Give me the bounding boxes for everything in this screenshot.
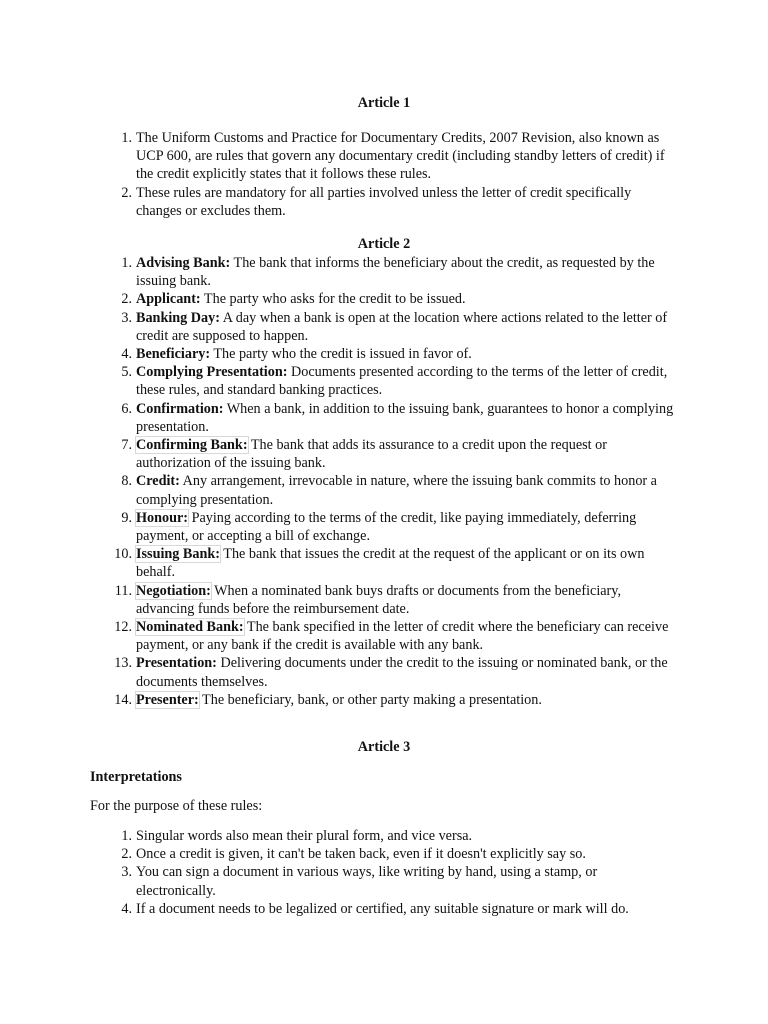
definition-item: 8. Credit: Any arrangement, irrevocable in nature, where the issuing bank commits to honor a complying presentation. [121, 473, 657, 508]
definition-text: The party who asks for the credit to be issued. [200, 291, 466, 308]
definition-term: Complying Presentation: [136, 364, 288, 381]
definition-text: The bank that issues the credit at the request of the applicant or on its own behalf. [136, 546, 645, 581]
definition-text: The party who the credit is issued in favor of. [210, 346, 472, 363]
definition-text: Delivering documents under the credit to the issuing or nominated bank, or the documents themselves. [136, 655, 668, 690]
definition-item: 2. Applicant: The party who asks for the credit to be issued. [121, 291, 466, 308]
list-item-text: The Uniform Customs and Practice for Documentary Credits, 2007 Revision, also known as UCP 600, are rules that govern any documentary credit (including standby letters of credit) if the credit explicitly states that it follows these rules. [136, 130, 665, 183]
list-item-text: If a document needs to be legalized or certified, any suitable signature or mark will do. [136, 900, 629, 917]
definition-term: Issuing Bank: [136, 546, 220, 563]
article-1-list [0, 129, 680, 220]
definition-item: 10. Issuing Bank: The bank that issues the credit at the request of the applicant or on its own behalf. [114, 546, 645, 581]
definition-item: 11. Negotiation: When a nominated bank buys drafts or documents from the beneficiary, advancing funds before the reimbursement date. [114, 582, 622, 617]
definition-term: Confirmation: [136, 400, 224, 417]
definition-term: Banking Day: [136, 309, 220, 326]
definition-text: The beneficiary, bank, or other party making a presentation. [198, 691, 542, 708]
list-item: 4. If a document needs to be legalized or certified, any suitable signature or mark will do. [121, 900, 629, 917]
definition-item: 13. Presentation: Delivering documents under the credit to the issuing or nominated bank, or the documents themselves. [114, 655, 668, 690]
definition-item: 6. Confirmation: When a bank, in addition to the issuing bank, guarantees to honor a complying presentation. [121, 400, 674, 435]
definition-item: 1. Advising Bank: The bank that informs the beneficiary about the credit, as requested by the issuing bank. [121, 255, 655, 290]
article-3-list [0, 827, 680, 918]
list-item-text: You can sign a document in various ways, like writing by hand, using a stamp, or electronically. [136, 864, 598, 899]
article-2-definitions-list [0, 254, 680, 709]
definition-item: 3. Banking Day: A day when a bank is open at the location where actions related to the letter of credit are supposed to happen. [121, 309, 668, 344]
definition-item: 9. Honour: Paying according to the terms of the credit, like paying immediately, deferring payment, or accepting a bill of exchange. [121, 509, 637, 545]
definition-item: 7. Confirming Bank: The bank that adds its assurance to a credit upon the request or authorization of the issuing bank. [121, 437, 607, 472]
definition-term: Beneficiary: [136, 346, 211, 363]
definition-term: Presenter: [136, 691, 199, 708]
list-item: 1. Singular words also mean their plural form, and vice versa. [121, 828, 473, 844]
definition-text: When a nominated bank buys drafts or documents from the beneficiary, advancing funds before the reimbursement date. [136, 582, 622, 617]
list-item-text: Once a credit is given, it can't be taken back, even if it doesn't explicitly say so. [136, 846, 586, 863]
definition-term: Negotiation: [136, 582, 211, 599]
article-3-title: Article 3 [357, 739, 411, 755]
definition-term: Confirming Bank: [136, 437, 248, 454]
article-2-title: Article 2 [357, 236, 411, 252]
list-item-text: These rules are mandatory for all parties involved unless the letter of credit specifically changes or excludes them. [136, 184, 632, 219]
definition-item: 5. Complying Presentation: Documents presented according to the terms of the letter of credit, these rules, and standard banking practices. [121, 364, 668, 399]
definition-item: 12. Nominated Bank: The bank specified in the letter of credit where the beneficiary can receive payment, or any bank if the credit is available with any bank. [114, 619, 669, 654]
list-item: 2. Once a credit is given, it can't be taken back, even if it doesn't explicitly say so. [121, 846, 586, 863]
list-item-text: Singular words also mean their plural form, and vice versa. [136, 828, 473, 844]
definition-text: Paying according to the terms of the credit, like paying immediately, deferring payment, or accepting a bill of exchange. [136, 509, 637, 545]
definition-item: 14. Presenter: The beneficiary, bank, or other party making a presentation. [114, 691, 542, 708]
definition-text: When a bank, in addition to the issuing bank, guarantees to honor a complying presentation. [136, 400, 674, 435]
definition-term: Advising Bank: [136, 255, 231, 271]
definition-text: Any arrangement, irrevocable in nature, where the issuing bank commits to honor a complying presentation. [136, 473, 657, 508]
article-3-intro: For the purpose of these rules: [90, 798, 263, 814]
list-item: 2. These rules are mandatory for all parties involved unless the letter of credit specifically changes or excludes them. [121, 184, 632, 219]
definition-text: The bank specified in the letter of credit where the beneficiary can receive payment, or any bank if the credit is available with any bank. [136, 619, 669, 654]
definition-text: A day when a bank is open at the location where actions related to the letter of credit are supposed to happen. [136, 309, 668, 344]
list-item: 1. The Uniform Customs and Practice for Documentary Credits, 2007 Revision, also known as UCP 600, are rules that govern any documentary credit (including standby letters of credit) if the credit explicitly states that it follows these rules. [121, 130, 665, 183]
definition-term: Applicant: [136, 291, 201, 308]
list-item: 3. You can sign a document in various ways, like writing by hand, using a stamp, or electronically. [121, 864, 598, 899]
definition-text: Documents presented according to the terms of the letter of credit, these rules, and standard banking practices. [136, 364, 668, 399]
definition-item: 4. Beneficiary: The party who the credit is issued in favor of. [121, 346, 472, 363]
definition-term: Credit: [136, 473, 180, 490]
definition-text: The bank that informs the beneficiary about the credit, as requested by the issuing bank. [136, 255, 655, 290]
definition-term: Nominated Bank: [136, 619, 244, 636]
article-1-title: Article 1 [357, 95, 411, 111]
definition-term: Presentation: [136, 655, 217, 672]
definition-text: The bank that adds its assurance to a credit upon the request or authorization of the issuing bank. [136, 437, 607, 472]
article-3-subtitle: Interpretations [90, 769, 182, 785]
definition-term: Honour: [136, 509, 189, 526]
